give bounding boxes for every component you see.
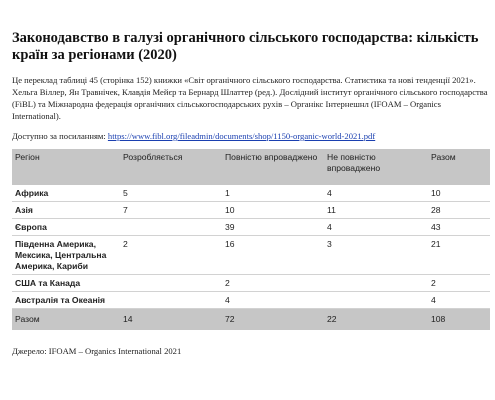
- page-title: Законодавство в галузі органічного сільського господарства: кількість країн за регіонами (2020): [12, 30, 479, 63]
- cell-in-development: [120, 292, 222, 309]
- cell-fully-implemented: 10: [222, 202, 324, 219]
- countries-by-region-table: [12, 149, 490, 330]
- cell-total: 28: [428, 202, 490, 219]
- cell-total: 10: [428, 185, 490, 202]
- header-fully-implemented: Повністю впроваджено: [222, 149, 324, 185]
- cell-not-fully-implemented: 4: [324, 219, 428, 236]
- translation-note: Це переклад таблиці 45 (сторінка 152) книжки «Світ органічного сільського господарства. Статистика та нові тенденції 2021». Хельга Віллер, Ян Травнічек, Клавдія Мейєр та Бернард Шлаттер (ред.). Дослідний інститут органічного сільського господарства (FiBL) та Міжнародна федерація органічних сільськогосподарських рухів – Органікс Інтернешнл (IFOAM – Organics International).: [12, 75, 488, 121]
- cell-fully-implemented: 2: [222, 275, 324, 292]
- table-row: [12, 275, 490, 292]
- cell-in-development: 5: [120, 185, 222, 202]
- total-fully-implemented: 72: [222, 309, 324, 331]
- source-pdf-link[interactable]: https://www.fibl.org/fileadmin/documents/shop/1150-organic-world-2021.pdf: [107, 131, 376, 141]
- cell-not-fully-implemented: 4: [324, 185, 428, 202]
- cell-fully-implemented: 4: [222, 292, 324, 309]
- header-not-fully-implemented: Не повністю впроваджено: [324, 149, 428, 185]
- table-header-row: [12, 149, 490, 185]
- cell-region: США та Канада: [12, 275, 120, 292]
- table-row: [12, 236, 490, 275]
- total-in-development: 14: [120, 309, 222, 331]
- cell-not-fully-implemented: 3: [324, 236, 428, 275]
- total-not-fully-implemented: 22: [324, 309, 428, 331]
- cell-fully-implemented: 16: [222, 236, 324, 275]
- cell-in-development: 7: [120, 202, 222, 219]
- total-label: Разом: [12, 309, 120, 331]
- cell-total: 21: [428, 236, 490, 275]
- cell-not-fully-implemented: [324, 292, 428, 309]
- header-in-development: Розробляється: [120, 149, 222, 185]
- header-region: Регіон: [12, 149, 120, 185]
- availability-label: Доступно за посиланням:: [12, 131, 108, 141]
- cell-total: 4: [428, 292, 490, 309]
- table-row: [12, 202, 490, 219]
- cell-not-fully-implemented: [324, 275, 428, 292]
- cell-not-fully-implemented: 11: [324, 202, 428, 219]
- table-row: [12, 219, 490, 236]
- cell-region: Африка: [12, 185, 120, 202]
- table-row: [12, 185, 490, 202]
- cell-total: 2: [428, 275, 490, 292]
- header-total: Разом: [428, 149, 490, 185]
- cell-in-development: 2: [120, 236, 222, 275]
- table-total-row: [12, 309, 490, 331]
- cell-region: Австралія та Океанія: [12, 292, 120, 309]
- cell-fully-implemented: 1: [222, 185, 324, 202]
- document-page: [12, 30, 490, 366]
- cell-fully-implemented: 39: [222, 219, 324, 236]
- availability-line: [12, 130, 490, 142]
- cell-total: 43: [428, 219, 490, 236]
- source-footnote: Джерело: IFOAM – Organics International 2021: [12, 346, 182, 356]
- cell-in-development: [120, 275, 222, 292]
- table-row: [12, 292, 490, 309]
- cell-region: Європа: [12, 219, 120, 236]
- cell-region: Південна Америка, Мексика, Центральна Америка, Кариби: [12, 236, 120, 275]
- cell-region: Азія: [12, 202, 120, 219]
- cell-in-development: [120, 219, 222, 236]
- total-sum: 108: [428, 309, 490, 331]
